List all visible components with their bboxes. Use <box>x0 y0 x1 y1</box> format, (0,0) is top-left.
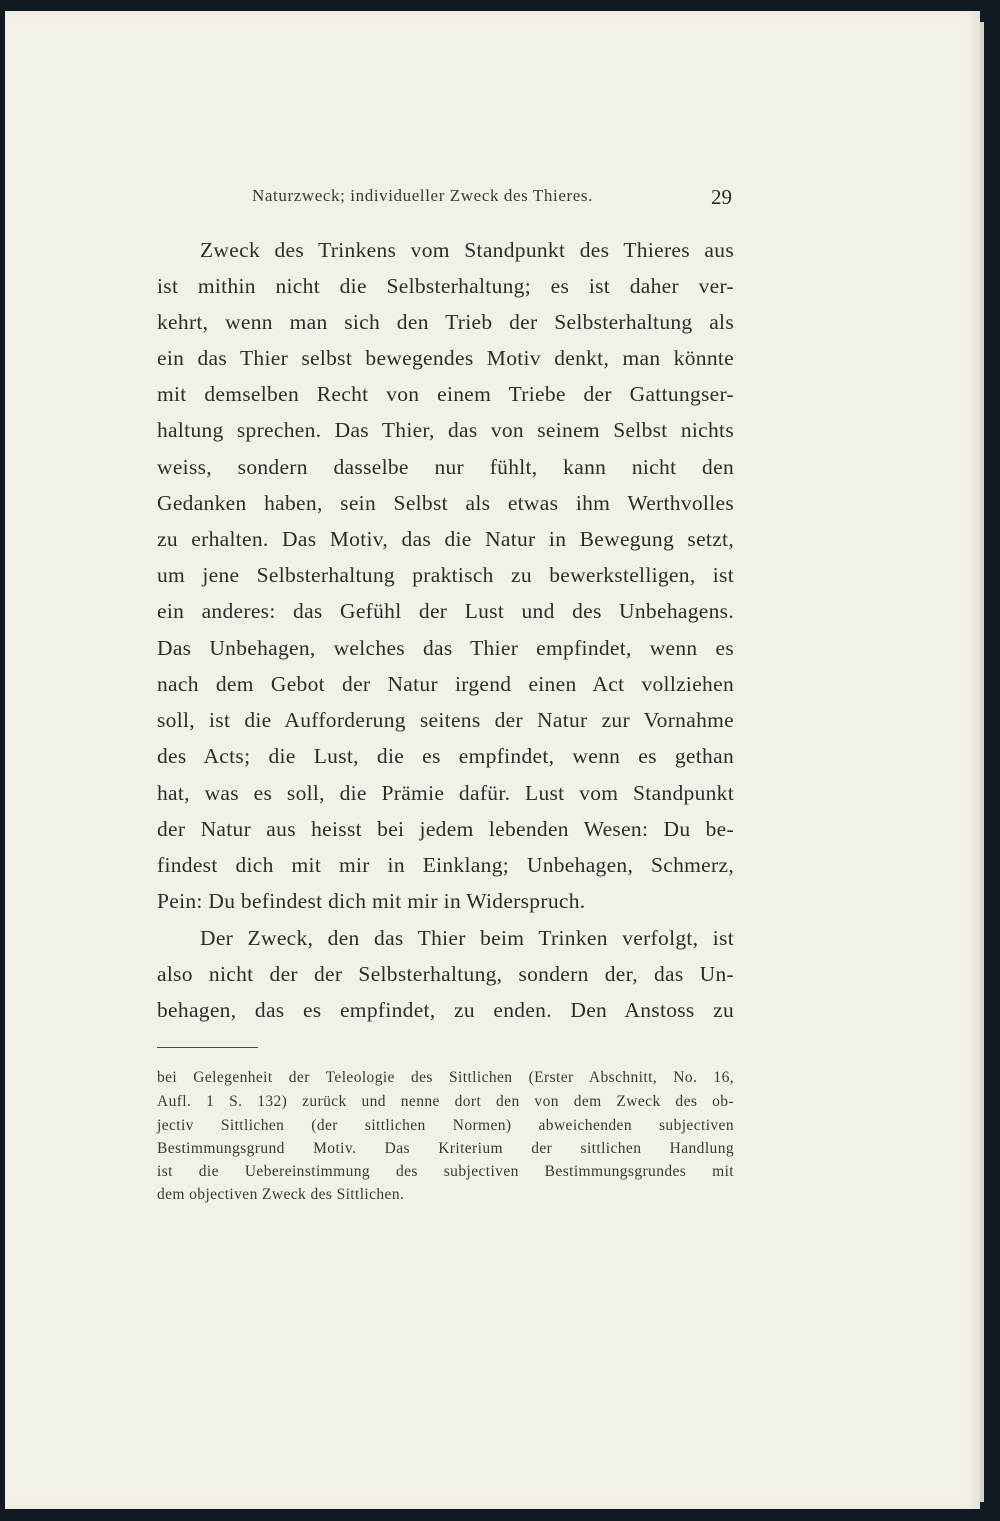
body-line: kehrt, wenn man sich den Trieb der Selbsterhaltung als <box>157 310 734 334</box>
body-line: Gedanken haben, sein Selbst als etwas ihm Werthvolles <box>157 491 734 515</box>
footnote-rule <box>157 1047 258 1048</box>
footnote-line: dem objectiven Zweck des Sittlichen. <box>157 1186 405 1203</box>
body-line: soll, ist die Aufforderung seitens der Natur zur Vornahme <box>157 708 734 732</box>
body-line: Das Unbehagen, welches das Thier empfindet, wenn es <box>157 636 734 660</box>
footnote-line: ist die Uebereinstimmung des subjectiven Bestimmungsgrundes mit <box>157 1163 734 1180</box>
footnote-line: Aufl. 1 S. 132) zurück und nenne dort den von dem Zweck des ob- <box>157 1093 734 1110</box>
body-line: ein anderes: das Gefühl der Lust und des Unbehagens. <box>157 599 734 623</box>
body-line: hat, was es soll, die Prämie dafür. Lust vom Standpunkt <box>157 781 734 805</box>
body-line: der Natur aus heisst bei jedem lebenden Wesen: Du be- <box>157 817 734 841</box>
footnote-line: bei Gelegenheit der Teleologie des Sittlichen (Erster Abschnitt, No. 16, <box>157 1069 734 1086</box>
body-line: Pein: Du befindest dich mit mir in Widerspruch. <box>157 889 586 913</box>
body-line: des Acts; die Lust, die es empfindet, wenn es gethan <box>157 744 734 768</box>
body-line: behagen, das es empfindet, zu enden. Den Anstoss zu <box>157 998 734 1022</box>
body-line: Der Zweck, den das Thier beim Trinken verfolgt, ist <box>200 926 734 950</box>
body-line: zu erhalten. Das Motiv, das die Natur in Bewegung setzt, <box>157 527 734 551</box>
body-line: mit demselben Recht von einem Triebe der Gattungser- <box>157 382 734 406</box>
body-line: weiss, sondern dasselbe nur fühlt, kann nicht den <box>157 455 734 479</box>
body-line: also nicht der der Selbsterhaltung, sondern der, das Un- <box>157 962 734 986</box>
running-head: Naturzweck; individueller Zweck des Thieres. <box>252 186 593 205</box>
body-line: findest dich mit mir in Einklang; Unbehagen, Schmerz, <box>157 853 734 877</box>
footnote-line: Bestimmungsgrund Motiv. Das Kriterium der sittlichen Handlung <box>157 1140 734 1157</box>
body-line: ein das Thier selbst bewegendes Motiv denkt, man könnte <box>157 346 734 370</box>
page-number: 29 <box>711 185 732 209</box>
body-line: um jene Selbsterhaltung praktisch zu bewerkstelligen, ist <box>157 563 734 587</box>
footnote-line: jectiv Sittlichen (der sittlichen Normen) abweichenden subjectiven <box>157 1117 734 1134</box>
page-edge <box>980 22 984 1502</box>
body-line: Zweck des Trinkens vom Standpunkt des Thieres aus <box>200 238 734 262</box>
body-line: nach dem Gebot der Natur irgend einen Act vollziehen <box>157 672 734 696</box>
body-line: ist mithin nicht die Selbsterhaltung; es ist daher ver- <box>157 274 734 298</box>
body-line: haltung sprechen. Das Thier, das von seinem Selbst nichts <box>157 418 734 442</box>
